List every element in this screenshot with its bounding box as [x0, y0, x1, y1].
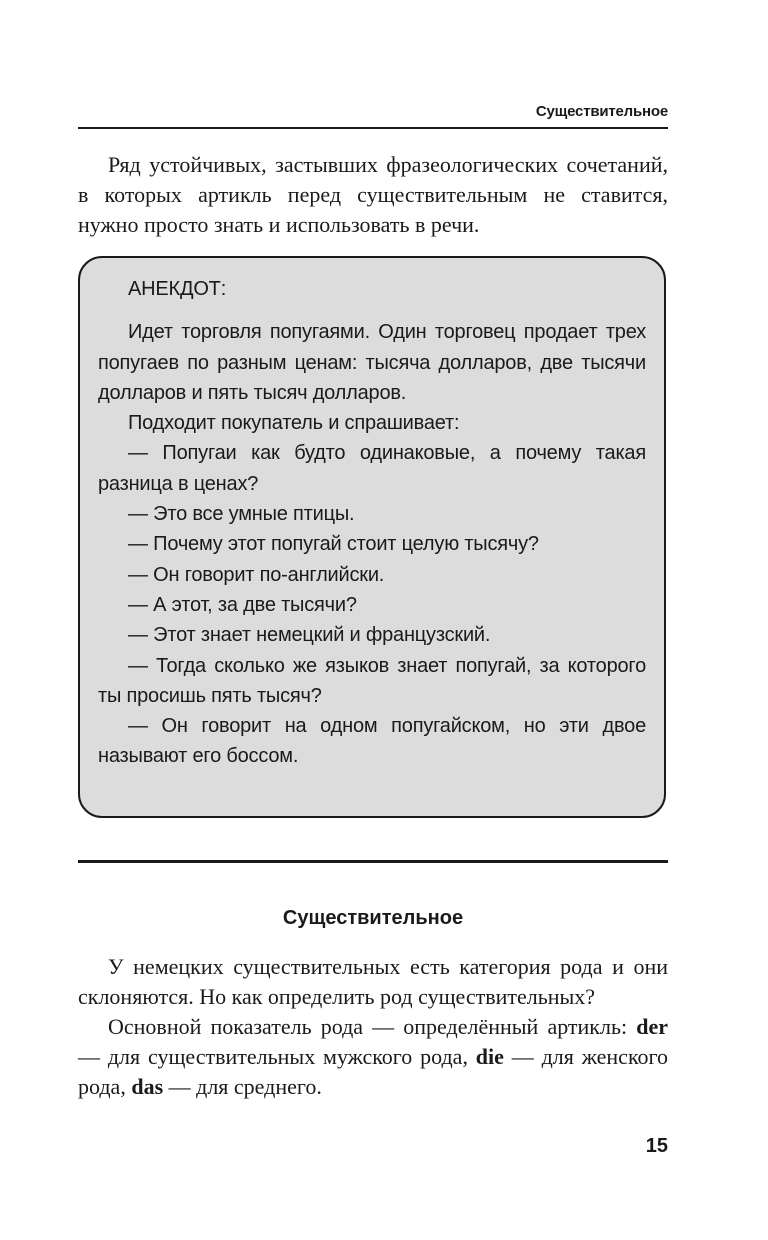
article-das: das [131, 1074, 164, 1099]
anecdote-line: — Тогда сколько же языков знает попугай, за которого ты просишь пять тысяч? [98, 654, 646, 707]
anecdote-line: — Почему этот попугай стоит целую тысячу? [128, 533, 539, 556]
article-der: der [636, 1014, 668, 1039]
section-title: Существительное [282, 907, 464, 929]
page-number: 15 [645, 1135, 668, 1157]
anecdote-line: — Это все умные птицы. [128, 503, 355, 526]
article-neut-text: — для среднего. [163, 1074, 322, 1099]
anecdote-title: АНЕКДОТ: [128, 278, 227, 300]
body-paragraph-articles [78, 1012, 668, 1102]
anecdote-box [78, 256, 666, 818]
anecdote-line: — Попугаи как будто одинаковые, а почему такая разница в ценах? [98, 442, 646, 495]
anecdote-line: — Он говорит на одном попугайском, но эти двое называют его боссом. [98, 715, 646, 768]
body-paragraph: У немецких существительных есть категория рода и они склоняются. Но как определить род существительных? [78, 954, 668, 1009]
intro-section [78, 150, 668, 240]
intro-paragraph: Ряд устойчивых, застывших фразеологических сочетаний, в которых артикль перед существительным не ставится, нужно просто знать и использовать в речи. [78, 152, 668, 237]
section-body [78, 952, 668, 1102]
article-fem-text: — для женского рода, [78, 1044, 668, 1099]
anecdote-line: Подходит покупатель и спрашивает: [128, 412, 460, 435]
section-divider [78, 860, 668, 863]
anecdote-line: — Этот знает немецкий и французский. [128, 624, 491, 647]
anecdote-line: Идет торговля попугаями. Один торговец продает трех попугаев по разным ценам: тысяча долларов, две тысячи долларов и пять тысяч долларов. [98, 321, 646, 404]
header-rule [78, 127, 668, 129]
running-head: Существительное [535, 103, 668, 120]
article-die: die [475, 1044, 504, 1069]
anecdote-line: — А этот, за две тысячи? [128, 593, 357, 616]
article-masc-text: — для существительных мужского рода, [78, 1044, 476, 1069]
article-lead-text: Основной показатель рода — определённый артикль: [108, 1014, 637, 1039]
anecdote-line: — Он говорит по-английски. [128, 563, 385, 586]
